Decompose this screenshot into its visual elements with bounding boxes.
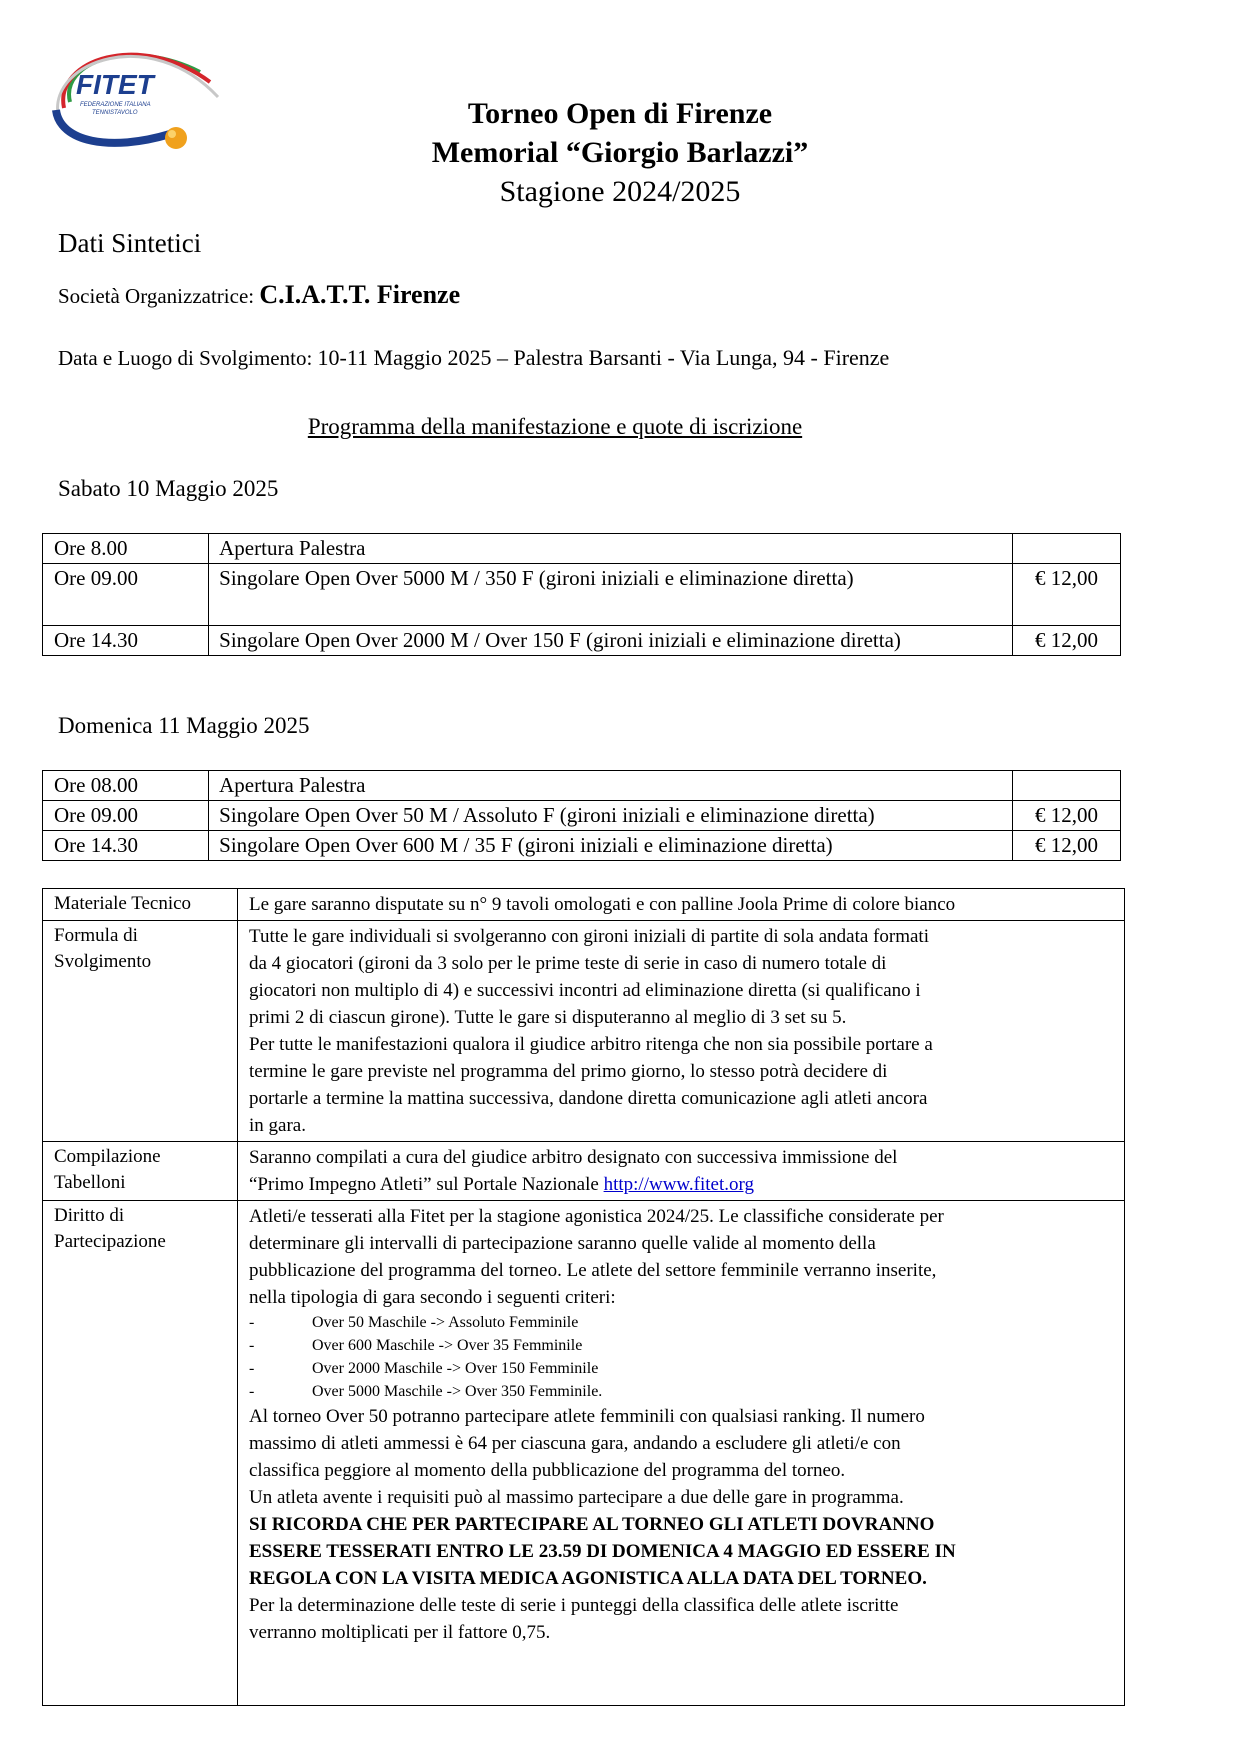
compilazione-row (43, 1142, 1125, 1201)
event-cell: Singolare Open Over 2000 M / Over 150 F (gironi iniziali e eliminazione diretta) (209, 626, 1013, 656)
fee-cell: € 12,00 (1012, 831, 1120, 861)
table-row (43, 771, 1121, 801)
event-cell: Apertura Palestra (209, 534, 1013, 564)
formula-text: Tutte le gare individuali si svolgeranno con gironi iniziali di partite di sola andata formati da 4 giocatori (gironi da 3 solo per le prime teste di serie in caso di numero totale di giocatori non multiplo di 4) e successivi incontri ad eliminazione diretta (si qualificano i primi 2 di ciascun girone). Tutte le gare si disputeranno al meglio di 3 set su 5. Per tutte le manifestazioni qualora il giudice arbitro ritenga che non sia possibile portare a termine le gare previste nel programma del primo giorno, lo stesso potrà decidere di portarle a termine la mattina successiva, dandone diretta comunicazione agli atleti ancora in gara. (238, 921, 1125, 1142)
fee-cell: € 12,00 (1012, 626, 1120, 656)
warning-line: SI RICORDA CHE PER PARTECIPARE AL TORNEO GLI ATLETI DOVRANNO (249, 1514, 935, 1535)
table-row (43, 626, 1121, 656)
formula-label: Formula di Svolgimento (43, 921, 238, 1142)
time-cell: Ore 09.00 (43, 801, 209, 831)
time-cell: Ore 09.00 (43, 564, 209, 626)
day-heading-sunday: Domenica 11 Maggio 2025 (58, 713, 310, 738)
venue-value: 10-11 Maggio 2025 – Palestra Barsanti - Via Lunga, 94 - Firenze (317, 345, 890, 370)
schedule-table-saturday (42, 533, 1121, 656)
materiale-row (43, 889, 1125, 921)
venue-label: Data e Luogo di Svolgimento: (58, 346, 313, 370)
organizer-value: C.I.A.T.T. Firenze (259, 280, 461, 309)
day-heading-saturday: Sabato 10 Maggio 2025 (58, 476, 279, 501)
event-cell: Singolare Open Over 5000 M / 350 F (gironi iniziali e eliminazione diretta) (209, 564, 1013, 626)
materiale-label: Materiale Tecnico (43, 889, 238, 921)
fee-cell (1012, 534, 1120, 564)
summary-heading: Dati Sintetici (58, 228, 202, 258)
event-cell: Singolare Open Over 50 M / Assoluto F (gironi iniziali e eliminazione diretta) (209, 801, 1013, 831)
criteria-item: - Over 5000 Maschile -> Over 350 Femminile. (249, 1383, 603, 1400)
program-heading: Programma della manifestazione e quote di iscrizione (307, 414, 803, 439)
event-cell: Apertura Palestra (209, 771, 1013, 801)
time-cell: Ore 8.00 (43, 534, 209, 564)
time-cell: Ore 14.30 (43, 626, 209, 656)
compilazione-text: Saranno compilati a cura del giudice arbitro designato con successiva immissione del “Primo Impegno Atleti” sul Portale Nazionale http://www.fitet.org (238, 1142, 1125, 1201)
materiale-text: Le gare saranno disputate su n° 9 tavoli omologati e con palline Joola Prime di colore bianco (238, 889, 1125, 921)
fee-cell (1012, 771, 1120, 801)
details-table (42, 888, 1125, 1706)
event-cell: Singolare Open Over 600 M / 35 F (gironi iniziali e eliminazione diretta) (209, 831, 1013, 861)
criteria-item: - Over 600 Maschile -> Over 35 Femminile (249, 1337, 583, 1354)
diritto-text: Atleti/e tesserati alla Fitet per la stagione agonistica 2024/25. Le classifiche considerate per determinare gli intervalli di partecipazione saranno quelle valide al momento della pubblicazione del programma del torneo. Le atlete del settore femminile verranno inserite, nella tipologia di gara secondo i seguenti criteri: - Over 50 Maschile -> Assoluto Femminile - Over 600 Maschile -> Over 35 Femminile - Over 2000 Maschile -> Over 150 Femminile - Over 5000 Maschile -> Over 350 Femminile. Al torneo Over 50 potranno partecipare atlete femminili con qualsiasi ranking. Il numero massimo di atleti ammessi è 64 per ciascuna gara, andando a escludere gli atleti/e con classifica peggiore al momento della pubblicazione del programma del torneo. Un atleta avente i requisiti può al massimo partecipare a due delle gare in programma. SI RICORDA CHE PER PARTECIPARE AL TORNEO GLI ATLETI DOVRANNO ESSERE TESSERATI ENTRO LE 23.59 DI DOMENICA 4 MAGGIO ED ESSERE IN REGOLA CON LA VISITA MEDICA AGONISTICA ALLA DATA DEL TORNEO. Per la determinazione delle teste di serie i punteggi della classifica delle atlete iscritte verranno moltiplicati per il fattore 0,75. (238, 1201, 1125, 1706)
season: Stagione 2024/2025 (499, 175, 741, 208)
title-line-2: Memorial “Giorgio Barlazzi” (431, 136, 809, 169)
organizer-line (58, 280, 460, 310)
table-row (43, 564, 1121, 626)
svg-text:TENNISTAVOLO: TENNISTAVOLO (92, 110, 138, 116)
fee-cell: € 12,00 (1012, 801, 1120, 831)
criteria-item: - Over 50 Maschile -> Assoluto Femminile (249, 1314, 579, 1331)
diritto-label: Diritto di Partecipazione (43, 1201, 238, 1706)
svg-text:FEDERAZIONE ITALIANA: FEDERAZIONE ITALIANA (80, 102, 151, 108)
table-row (43, 831, 1121, 861)
schedule-table-sunday (42, 770, 1121, 861)
table-row (43, 534, 1121, 564)
formula-row (43, 921, 1125, 1142)
organizer-label: Società Organizzatrice: (58, 284, 255, 308)
time-cell: Ore 08.00 (43, 771, 209, 801)
warning-line: ESSERE TESSERATI ENTRO LE 23.59 DI DOMENICA 4 MAGGIO ED ESSERE IN (249, 1541, 956, 1562)
warning-line: REGOLA CON LA VISITA MEDICA AGONISTICA ALLA DATA DEL TORNEO. (249, 1568, 927, 1589)
logo-text: FITET (76, 69, 154, 100)
venue-line (58, 345, 889, 371)
fitet-link[interactable]: http://www.fitet.org (603, 1174, 754, 1195)
diritto-row (43, 1201, 1125, 1706)
table-row (43, 801, 1121, 831)
criteria-item: - Over 2000 Maschile -> Over 150 Femminile (249, 1360, 599, 1377)
time-cell: Ore 14.30 (43, 831, 209, 861)
compilazione-label: Compilazione Tabelloni (43, 1142, 238, 1201)
title-line-1: Torneo Open di Firenze (467, 97, 773, 130)
fee-cell: € 12,00 (1012, 564, 1120, 626)
